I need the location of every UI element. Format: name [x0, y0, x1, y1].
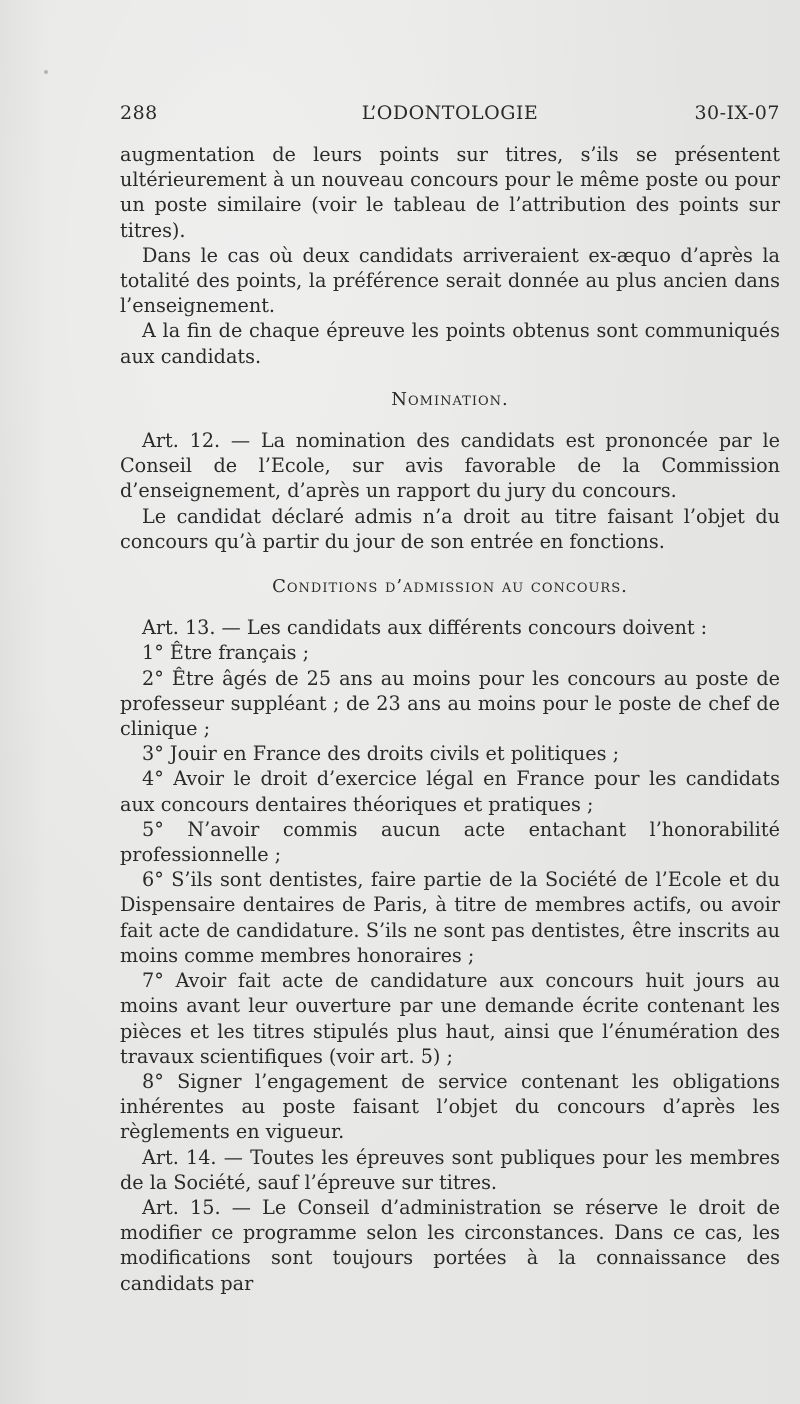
condition-item-8: 8° Signer l’engagement de service contenant les obligations inhérentes au poste faisant l’objet du concours d’après les règlements en vigueur.	[120, 1069, 780, 1144]
condition-item-3: 3° Jouir en France des droits civils et politiques ;	[142, 742, 620, 766]
page-header	[120, 102, 780, 132]
article-15: Art. 15. — Le Conseil d’administration se réserve le droit de modifier ce programme selon les circonstances. Dans ce cas, les modifications sont toujours portées à la connaissance des candidats par	[120, 1195, 780, 1295]
condition-item-5: 5° N’avoir commis aucun acte entachant l’honorabilité professionnelle ;	[120, 817, 780, 867]
article-13: Art. 13. — Les candidats aux différents concours doivent :	[142, 616, 708, 640]
paragraph-title-rights: Le candidat déclaré admis n’a droit au titre faisant l’objet du concours qu’à partir du jour de son entrée en fonctions.	[120, 504, 780, 553]
paragraph-ex-aequo: Dans le cas où deux candidats arriveraient ex-æquo d’après la totalité des points, la préférence serait donnée au plus ancien dans l’enseignement.	[120, 243, 780, 318]
condition-item-6: 6° S’ils sont dentistes, faire partie de la Société de l’Ecole et du Dispensaire dentaires de Paris, à titre de membres actifs, ou avoir fait acte de candidature. S’ils ne sont pas dentistes, être inscrits au moins comme membres honoraires ;	[120, 868, 780, 967]
section-heading-conditions: Conditions d’admission au concours.	[272, 576, 628, 598]
page-number: 288	[120, 102, 158, 124]
condition-item-4: 4° Avoir le droit d’exercice légal en France pour les candidats aux concours dentaires théoriques et pratiques ;	[120, 767, 780, 816]
issue-date: 30-IX-07	[694, 102, 780, 124]
section-heading-nomination: Nomination.	[391, 388, 509, 410]
body-text	[120, 142, 780, 1296]
condition-item-1: 1° Être français ;	[142, 641, 310, 665]
article-12: Art. 12. — La nomination des candidats est prononcée par le Conseil de l’Ecole, sur avis favorable de la Commission d’enseignement, d’après un rapport du jury du concours.	[120, 429, 780, 503]
paragraph-points-communicated: A la fin de chaque épreuve les points obtenus sont communiqués aux candidats.	[120, 319, 780, 368]
running-title: L’ODONTOLOGIE	[361, 102, 539, 124]
paper-speck	[44, 70, 48, 74]
condition-item-7: 7° Avoir fait acte de candidature aux concours huit jours au moins avant leur ouverture par une demande écrite contenant les pièces et les titres stipulés plus haut, ainsi que l’énumération des travaux scientifiques (voir art. 5) ;	[120, 969, 780, 1068]
condition-item-2: 2° Être âgés de 25 ans au moins pour les concours au poste de professeur suppléant ; de 23 ans au moins pour le poste de chef de clinique ;	[120, 666, 780, 741]
article-14: Art. 14. — Toutes les épreuves sont publiques pour les membres de la Société, sauf l’épreuve sur titres.	[120, 1145, 780, 1194]
paragraph-continuation: augmentation de leurs points sur titres, s’ils se présentent ultérieurement à un nouveau concours pour le même poste ou pour un poste similaire (voir le tableau de l’attribution des points sur titres).	[120, 143, 780, 242]
